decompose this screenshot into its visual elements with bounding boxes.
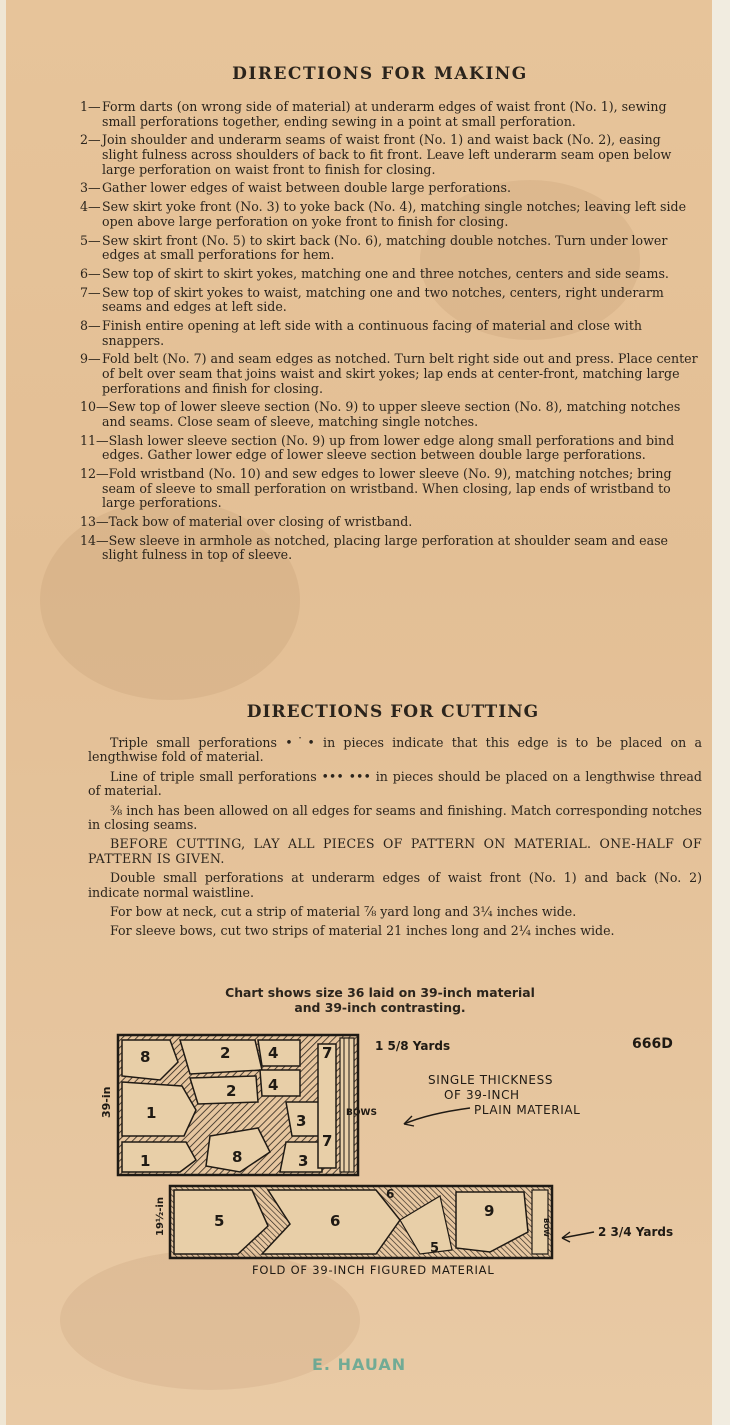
pattern-piece: [122, 1082, 196, 1136]
cutting-paragraph: Triple small perforations •˙• in pieces indicate that this edge is to be placed on a lengthwise fold of material.: [88, 735, 702, 765]
step-number: 6—: [80, 265, 101, 281]
piece-number: 2: [220, 1044, 231, 1062]
piece-number: 7: [322, 1132, 333, 1150]
step-text: Gather lower edges of waist between double large perforations.: [102, 180, 511, 196]
note-arrow: [404, 1108, 470, 1124]
step-text: Join shoulder and underarm seams of waist front (No. 1) and waist back (No. 2), easing slight fulness across shoulders of back to fit front. Leave left underarm seam open below large perforation on waist front to finish for closing.: [102, 132, 672, 177]
step-number: 10—: [80, 399, 109, 415]
piece-number: 3: [296, 1112, 307, 1130]
step-number: 14—: [80, 532, 109, 548]
top-width-label: 39-in: [100, 1086, 113, 1118]
piece-number: 8: [232, 1148, 243, 1166]
piece-number: 4: [268, 1044, 279, 1062]
cutting-paragraph: For sleeve bows, cut two strips of material 21 inches long and 2¼ inches wide.: [110, 923, 615, 939]
cutting-title: DIRECTIONS FOR CUTTING: [246, 702, 540, 722]
bottom-yards-label: 2 3/4 Yards: [598, 1225, 674, 1239]
step-number: 12—: [80, 466, 109, 482]
step-number: 1—: [80, 99, 101, 114]
chart-caption-line: Chart shows size 36 laid on 39-inch material: [225, 985, 535, 1000]
cutting-paragraph: ⅜ inch has been allowed on all edges for seams and finishing. Match corresponding notches in closing seams.: [88, 802, 702, 833]
pattern-piece: [122, 1142, 196, 1172]
step-text: Fold wristband (No. 10) and sew edges to lower sleeve (No. 9), matching notches; bring seam of sleeve to small perforation on wristband. When closing, lap ends of wristband to large perforations.: [102, 466, 672, 511]
step-number: 2—: [80, 132, 101, 148]
chart-caption-line: and 39-inch contrasting.: [294, 1000, 466, 1015]
pattern-piece: [190, 1076, 258, 1104]
step-text: Sew skirt yoke front (No. 3) to yoke back (No. 4), matching single notches; leaving left side open above large perforation on yoke front to finish for closing.: [102, 199, 687, 229]
step-text: Sew top of lower sleeve section (No. 9) to upper sleeve section (No. 8), matching notches and seams. Close seam of sleeve, matching single notches.: [102, 399, 681, 429]
making-title: DIRECTIONS FOR MAKING: [232, 64, 528, 84]
piece-number: 1: [140, 1152, 151, 1170]
pattern-piece: [260, 1070, 300, 1096]
top-yards-label: 1 5/8 Yards: [375, 1039, 451, 1053]
pattern-piece: [258, 1040, 300, 1066]
step-text: Finish entire opening at left side with a continuous facing of material and close with snappers.: [102, 318, 642, 348]
step-text: Sew sleeve in armhole as notched, placing large perforation at shoulder seam and ease slight fulness in top of sleeve.: [102, 532, 669, 563]
piece-number: 7: [322, 1044, 333, 1062]
step-text: Fold belt (No. 7) and seam edges as notched. Turn belt right side out and press. Place center of belt over seam that joins waist and skirt yokes; lap ends at center-front, matching large perforations and finish for closing.: [102, 351, 698, 396]
piece-number: 6: [386, 1187, 395, 1201]
top-layout: [100, 1035, 673, 1175]
piece-number: 1: [146, 1104, 157, 1122]
bows-strip: [340, 1038, 354, 1172]
piece-number: 4: [268, 1076, 279, 1094]
step-number: 11—: [80, 432, 109, 448]
plain-material-note: SINGLE THICKNESS: [428, 1073, 554, 1087]
ink-stamp: E. HAUAN: [312, 1355, 407, 1374]
cutting-paragraph: BEFORE CUTTING, LAY ALL PIECES OF PATTERN ON MATERIAL. ONE-HALF OF PATTERN IS GIVEN.: [88, 836, 702, 866]
piece-number: 5: [214, 1212, 225, 1230]
step-text: Sew skirt front (No. 5) to skirt back (No. 6), matching double notches. Turn under lower edges at small perforations for hem.: [102, 232, 668, 263]
step-number: 8—: [80, 318, 101, 334]
step-text: Form darts (on wrong side of material) at underarm edges of waist front (No. 1), sewing small perforations together, ending sewing in a point at small perforation.: [102, 99, 667, 129]
piece-number: 8: [140, 1048, 151, 1066]
piece-number: 5: [430, 1241, 440, 1256]
step-text: Tack bow of material over closing of wristband.: [108, 514, 413, 530]
pattern-number: 666D: [632, 1036, 673, 1052]
step-number: 4—: [80, 199, 101, 215]
step-number: 13—: [80, 514, 109, 530]
step-number: 3—: [80, 180, 101, 196]
step-number: 5—: [80, 232, 101, 248]
bottom-layout: [155, 1186, 673, 1277]
piece-number: 2: [226, 1082, 237, 1100]
fold-label: FOLD OF 39-INCH FIGURED MATERIAL: [252, 1263, 495, 1277]
bows-label: BOWS: [346, 1108, 377, 1118]
piece-number: 3: [298, 1152, 309, 1170]
piece-number: 6: [330, 1212, 341, 1230]
step-text: Slash lower sleeve section (No. 9) up from lower edge along small perforations and bind edges. Gather lower edge of lower sleeve section between double large perforations.: [102, 432, 675, 463]
bottom-width-label: 19½-in: [155, 1197, 166, 1236]
plain-material-note: PLAIN MATERIAL: [474, 1103, 581, 1117]
step-text: Sew top of skirt to skirt yokes, matching one and three notches, centers and side seams.: [102, 265, 669, 281]
piece-number: 9: [484, 1202, 495, 1220]
plain-material-note: OF 39-INCH: [444, 1088, 520, 1102]
cutting-paragraph: For bow at neck, cut a strip of material ⅞ yard long and 3¼ inches wide.: [110, 904, 577, 920]
cutting-paragraph: Line of triple small perforations ••• ••• in pieces should be placed on a lengthwise thread of material.: [88, 768, 702, 799]
step-number: 9—: [80, 351, 101, 367]
step-number: 7—: [80, 284, 101, 300]
bow-label: BOW: [542, 1218, 550, 1238]
step-text: Sew top of skirt yokes to waist, matching one and two notches, centers, right underarm seams and edges at left side.: [102, 284, 664, 315]
cutting-paragraph: Double small perforations at underarm edges of waist front (No. 1) and back (No. 2) indicate normal waistline.: [88, 870, 702, 900]
